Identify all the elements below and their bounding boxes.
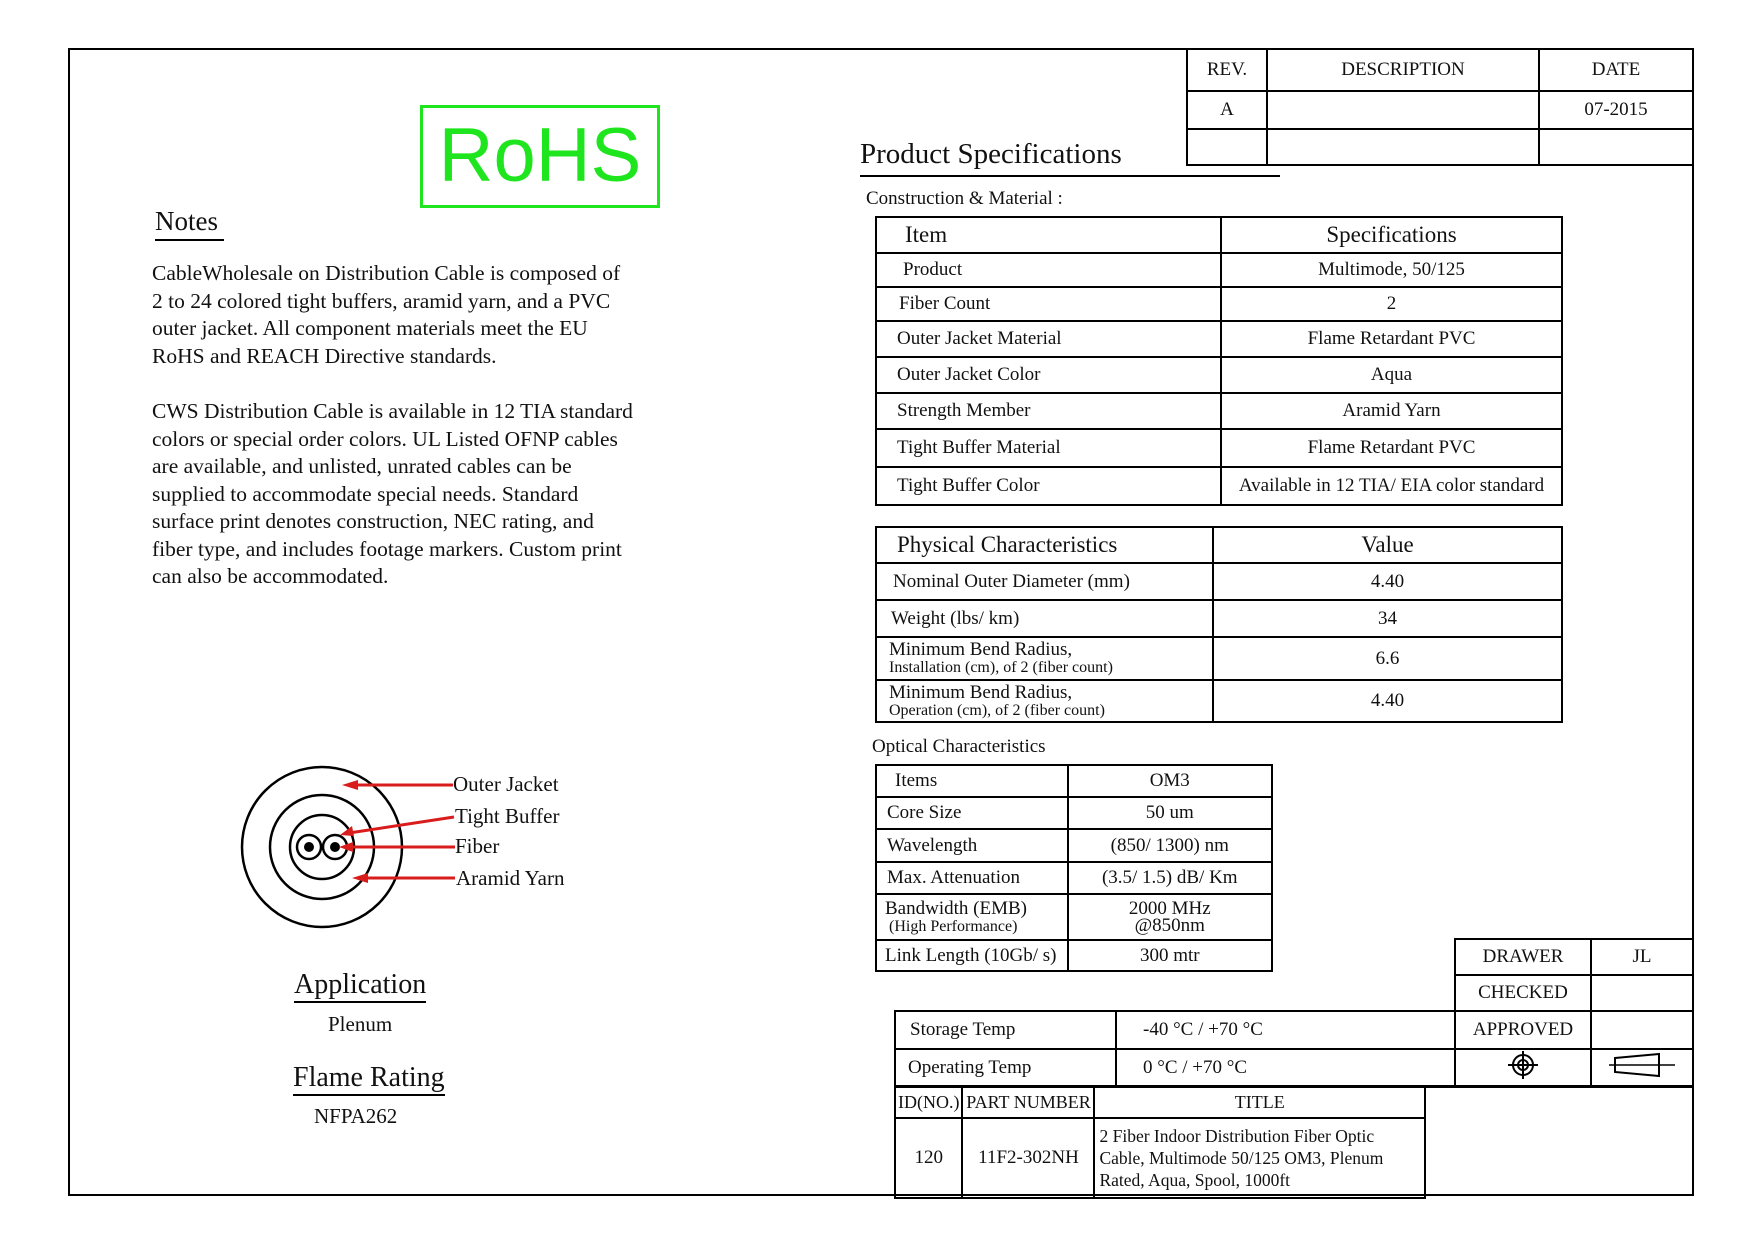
row-label-line: Minimum Bend Radius,	[889, 681, 1073, 703]
table-row	[876, 253, 1562, 287]
row-label: Product	[876, 253, 1221, 287]
row-label: Operating Temp	[895, 1049, 1116, 1087]
title-header: TITLE	[1094, 1086, 1425, 1118]
drawer-label: DRAWER	[1455, 939, 1591, 975]
row-label-subline: Operation (cm), of 2 (fiber count)	[889, 701, 1105, 719]
row-value	[1068, 894, 1272, 940]
table-row	[895, 1049, 1455, 1087]
row-value: (850/ 1300) nm	[1068, 829, 1272, 862]
rev-value: A	[1187, 91, 1267, 129]
application-title: Application	[294, 969, 426, 1003]
optical-header-item: Items	[876, 765, 1068, 797]
label-aramid-yarn: Aramid Yarn	[456, 866, 565, 890]
title-line: Cable, Multimode 50/125 OM3, Plenum	[1099, 1148, 1384, 1168]
table-row	[895, 1011, 1455, 1049]
row-label: Fiber Count	[876, 287, 1221, 321]
checked-label: CHECKED	[1455, 975, 1591, 1011]
row-value: 0 °C / +70 °C	[1116, 1049, 1455, 1087]
notes-line: are available, and unlisted, unrated cables can be	[152, 454, 572, 478]
title-value	[1094, 1118, 1425, 1198]
notes-line: supplied to accommodate special needs. Standard	[152, 481, 579, 506]
row-label-subline: (High Performance)	[889, 917, 1018, 935]
approved-value	[1591, 1011, 1693, 1049]
construction-header-spec: Specifications	[1221, 217, 1562, 253]
table-row	[876, 829, 1272, 862]
row-label: Nominal Outer Diameter (mm)	[876, 563, 1213, 600]
rev-header: REV.	[1187, 49, 1267, 91]
title-line: Rated, Aqua, Spool, 1000ft	[1099, 1170, 1291, 1190]
row-label	[876, 680, 1213, 722]
table-row	[876, 563, 1562, 600]
row-label-line: Minimum Bend Radius,	[889, 639, 1073, 660]
row-value-subline: @850nm	[1134, 915, 1205, 936]
notes-line: fiber type, and includes footage markers. Custom print	[152, 536, 622, 561]
row-label	[876, 637, 1213, 680]
signoff-table	[1454, 938, 1694, 1088]
product-specifications-title: Product Specifications	[860, 138, 1280, 177]
description-value	[1267, 129, 1539, 165]
drawer-value: JL	[1591, 939, 1693, 975]
table-row	[876, 467, 1562, 505]
date-header: DATE	[1539, 49, 1693, 91]
row-value-line: 2000 MHz	[1128, 898, 1211, 919]
row-value: Aramid Yarn	[1221, 393, 1562, 429]
row-value: 4.40	[1213, 680, 1562, 722]
notes-title: Notes	[155, 206, 224, 241]
third-angle-projection-icon	[1607, 1052, 1677, 1078]
date-value: 07-2015	[1539, 91, 1693, 129]
notes-line: CableWholesale on Distribution Cable is composed of	[152, 261, 621, 285]
notes-paragraph-2	[152, 398, 712, 591]
notes-line: can also be accommodated.	[152, 564, 389, 588]
row-value: 50 um	[1068, 797, 1272, 829]
date-value	[1539, 129, 1693, 165]
temperature-table	[894, 1010, 1456, 1088]
row-label-subline: Installation (cm), of 2 (fiber count)	[889, 659, 1113, 676]
optical-header-value: OM3	[1068, 765, 1272, 797]
construction-table	[875, 216, 1563, 506]
flame-rating-value: NFPA262	[314, 1104, 398, 1128]
notes-line: 2 to 24 colored tight buffers, aramid yarn, and a PVC	[152, 288, 611, 313]
checked-value	[1591, 975, 1693, 1011]
row-value: Multimode, 50/125	[1221, 253, 1562, 287]
row-label: Strength Member	[876, 393, 1221, 429]
table-row	[876, 680, 1562, 722]
flame-rating-title: Flame Rating	[293, 1062, 445, 1096]
table-row	[876, 862, 1272, 894]
callout-lines	[339, 780, 455, 883]
row-value: 300 mtr	[1068, 940, 1272, 971]
physical-header-value: Value	[1213, 527, 1562, 563]
fiber-core-right-shape	[330, 842, 340, 852]
notes-line: RoHS and REACH Directive standards.	[152, 343, 497, 368]
table-row	[876, 600, 1562, 637]
construction-header-item: Item	[876, 217, 1221, 253]
label-outer-jacket: Outer Jacket	[453, 772, 559, 796]
title-block-top-rule	[1426, 1085, 1694, 1087]
approved-label: APPROVED	[1455, 1011, 1591, 1049]
fiber-core-left-shape	[304, 842, 314, 852]
description-value	[1267, 91, 1539, 129]
row-value: Aqua	[1221, 357, 1562, 393]
optical-characteristics-table	[875, 764, 1273, 972]
row-label: Tight Buffer Color	[876, 467, 1221, 505]
row-value: Flame Retardant PVC	[1221, 321, 1562, 357]
description-header: DESCRIPTION	[1267, 49, 1539, 91]
row-label: Tight Buffer Material	[876, 429, 1221, 467]
row-label: Outer Jacket Material	[876, 321, 1221, 357]
construction-label: Construction & Material :	[866, 188, 1063, 209]
title-block-table	[894, 1085, 1426, 1199]
title-line: 2 Fiber Indoor Distribution Fiber Optic	[1099, 1126, 1375, 1146]
table-row	[876, 797, 1272, 829]
row-label: Storage Temp	[895, 1011, 1116, 1049]
table-row	[876, 393, 1562, 429]
table-row	[876, 287, 1562, 321]
label-fiber: Fiber	[455, 834, 500, 858]
row-value: 2	[1221, 287, 1562, 321]
row-value: 34	[1213, 600, 1562, 637]
table-row	[876, 357, 1562, 393]
table-row	[876, 321, 1562, 357]
row-label: Max. Attenuation	[876, 862, 1068, 894]
row-value: 4.40	[1213, 563, 1562, 600]
row-label: Wavelength	[876, 829, 1068, 862]
physical-characteristics-table	[875, 526, 1563, 723]
row-label	[876, 894, 1068, 940]
table-row	[876, 940, 1272, 971]
table-row	[876, 894, 1272, 940]
row-label: Link Length (10Gb/ s)	[876, 940, 1068, 971]
part-number-value: 11F2-302NH	[962, 1118, 1094, 1198]
row-label: Outer Jacket Color	[876, 357, 1221, 393]
rohs-logo: RoHS	[420, 105, 660, 208]
projection-symbol-cell	[1591, 1049, 1693, 1087]
row-label: Core Size	[876, 797, 1068, 829]
notes-line: surface print denotes construction, NEC rating, and	[152, 509, 594, 533]
row-value: 6.6	[1213, 637, 1562, 680]
optical-label: Optical Characteristics	[872, 736, 1046, 757]
notes-line: CWS Distribution Cable is available in 12 TIA standard	[152, 399, 633, 423]
row-value: (3.5/ 1.5) dB/ Km	[1068, 862, 1272, 894]
physical-header-item: Physical Characteristics	[876, 527, 1213, 563]
part-number-header: PART NUMBER	[962, 1086, 1094, 1118]
notes-line: outer jacket. All component materials meet the EU	[152, 316, 588, 340]
notes-paragraph-1	[152, 260, 712, 370]
row-value: Flame Retardant PVC	[1221, 429, 1562, 467]
id-header: ID(NO.)	[895, 1086, 962, 1118]
id-value: 120	[895, 1118, 962, 1198]
row-label-line: Bandwidth (EMB)	[885, 897, 1027, 919]
table-row	[876, 429, 1562, 467]
label-tight-buffer: Tight Buffer	[455, 804, 560, 828]
row-value: Available in 12 TIA/ EIA color standard	[1221, 467, 1562, 505]
table-row	[876, 637, 1562, 680]
row-label: Weight (lbs/ km)	[876, 600, 1213, 637]
application-value: Plenum	[328, 1012, 393, 1036]
projection-symbol-cell	[1455, 1049, 1591, 1087]
notes-line: colors or special order colors. UL Listed OFNP cables	[152, 426, 618, 451]
crosshair-icon	[1506, 1050, 1540, 1080]
row-value: -40 °C / +70 °C	[1116, 1011, 1455, 1049]
